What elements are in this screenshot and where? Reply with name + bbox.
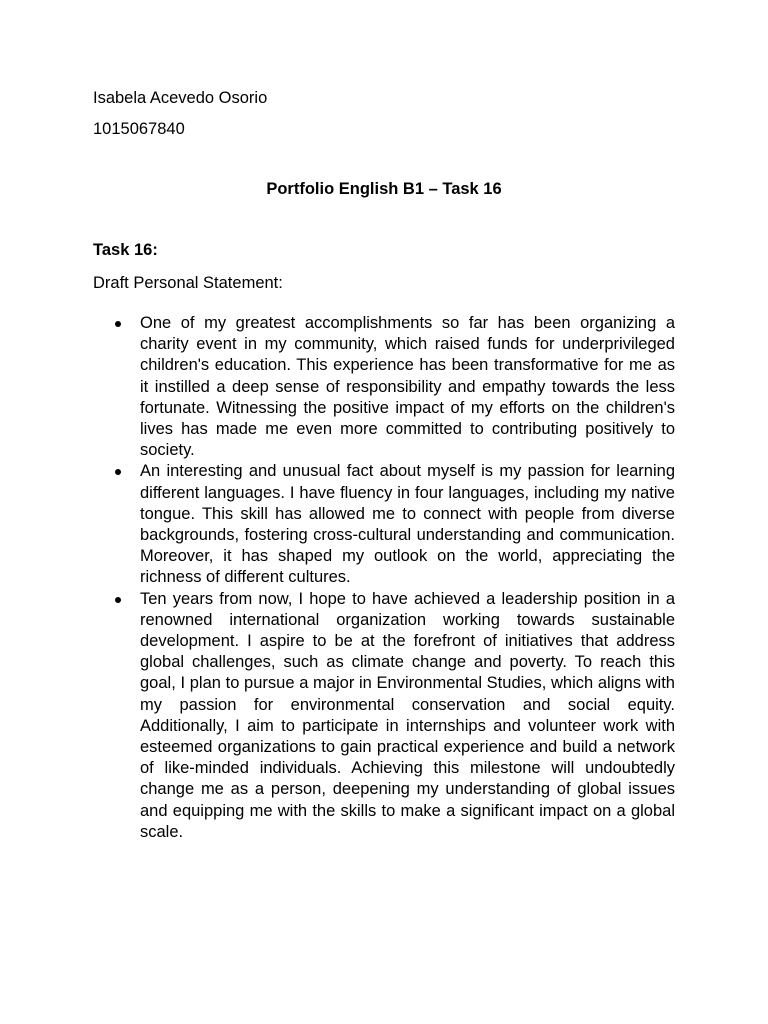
bullet-icon (115, 469, 121, 475)
list-item (93, 589, 675, 843)
bullet-text: An interesting and unusual fact about myself is my passion for learning different languages. I have fluency in four languages, including my native tongue. This skill has allowed me to connect with people from diverse backgrounds, fostering cross-cultural understanding and communication. Moreover, it has shaped my outlook on the world, appreciating the richness of different cultures. (140, 462, 675, 587)
list-item (93, 461, 675, 588)
bullet-text: Ten years from now, I hope to have achieved a leadership position in a renowned international organization working towards sustainable development. I aspire to be at the forefront of initiatives that address global challenges, such as climate change and poverty. To reach this goal, I plan to pursue a major in Environmental Studies, which aligns with my passion for environmental conservation and social equity. Additionally, I aim to participate in internships and volunteer work with esteemed organizations to gain practical experience and build a network of like-minded individuals. Achieving this milestone will undoubtedly change me as a person, deepening my understanding of global issues and equipping me with the skills to make a significant impact on a global scale. (140, 589, 675, 841)
document-title: Portfolio English B1 – Task 16 (266, 180, 502, 198)
author-name: Isabela Acevedo Osorio (93, 89, 268, 107)
bullet-icon (115, 321, 121, 327)
bullet-text: One of my greatest accomplishments so far has been organizing a charity event in my community, which raised funds for underprivileged children's education. This experience has been transformative for me as it instilled a deep sense of responsibility and empathy towards the less fortunate. Witnessing the positive impact of my efforts on the children's lives has made me even more committed to contributing positively to society. (140, 314, 675, 460)
bullet-icon (115, 597, 121, 603)
bullet-list (93, 313, 675, 843)
student-id: 1015067840 (93, 120, 185, 138)
task-heading: Task 16: (93, 241, 158, 259)
draft-label: Draft Personal Statement: (93, 274, 283, 292)
list-item (93, 313, 675, 461)
